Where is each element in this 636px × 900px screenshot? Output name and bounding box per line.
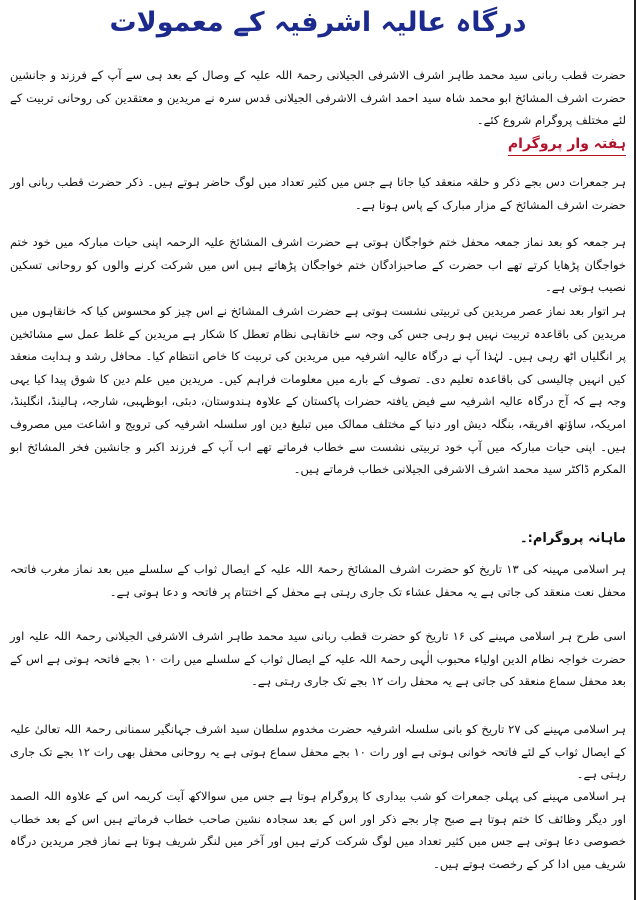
weekly-program-heading: ہفتہ وار پروگرام xyxy=(508,133,626,156)
weekly-paragraph-sunday: ہر اتوار بعد نماز عصر مریدین کی تربیتی نشست ہوتی ہے حضرت اشرف المشائخ نے اس چیز کو محسوس کیا کہ خانقاہوں میں مریدین کی باقاعدہ تربیت نہیں ہو رہی جس کی وجہ سے خانقاہی نظام تعطل کا شکار ہے مریدین کے غلط عمل سے مشائخین پر انگلیاں اٹھ رہی ہیں۔ لہٰذا آپ نے درگاہ عالیہ اشرفیہ میں مریدین کی تربیت کا خاص انتظام کیا۔ محافل رشد و ہدایت منعقد کیں انہیں چالیسی کی باقاعدہ تعلیم دی۔ تصوف کے بارے میں معلومات فراہم کیں۔ مریدین میں علم دین کا شوق پیدا کیا یہی وجہ ہے کہ آج درگاہ عالیہ اشرفیہ سے فیض یافتہ حضرات پاکستان کے علاوہ ہندوستان، دبئی، ابوظہبی، شارجہ، ہالینڈ، انگلینڈ، امریکہ، ساؤتھ افریقہ، بنگلہ دیش اور دنیا کے مختلف ممالک میں تبلیغ دین اور سلسلہ اشرفیہ کی ترویج و اشاعت میں مصروف ہیں۔ اپنی حیات مبارکہ میں آپ خود تربیتی نشست سے خطاب فرماتے تھے اب آپ کے فرزند اکبر و جانشین فخر المشائخ ابو المکرم ڈاکٹر سید محمد اشرف الاشرفی الجیلانی خطاب فرماتے ہیں۔ xyxy=(10,304,626,477)
monthly-paragraph-27th: ہر اسلامی مہینے کی ۲۷ تاریخ کو بانی سلسلہ اشرفیہ حضرت مخدوم سلطان سید اشرف جہانگیر سمنانی رحمۃ اللہ تعالیٰ علیہ کے ایصال ثواب کے لئے فاتحہ خوانی ہوتی ہے اور رات ۱۰ بجے محفل سماع ہوتی ہے یہ روحانی محفل بھی رات ۱۲ بجے تک جاری رہتی ہے۔ xyxy=(10,722,627,782)
monthly-paragraph-first-thursday: ہر اسلامی مہینے کی پہلی جمعرات کو شب بیداری کا پروگرام ہوتا ہے جس میں سوالاکھ آیت کریمہ اس کے علاوہ اللہ الصمد اور دیگر وظائف کا ختم ہوتا ہے صبح چار بجے ذکر اور اس کے بعد سجادہ نشین صاحب خطاب فرماتے ہیں اس کے بعد خطاب خصوصی دعا ہوتی ہے جس میں کثیر تعداد میں لوگ شرکت کرتے ہیں اور آخر میں لنگر شریف ہوتا ہے نماز فجر مریدین درگاہ شریف میں ادا کر کے رخصت ہوتے ہیں۔ xyxy=(10,789,626,871)
monthly-paragraph-16th: اسی طرح ہر اسلامی مہینے کی ۱۶ تاریخ کو حضرت قطب ربانی سید محمد طاہر اشرف الاشرفی الجیلانی رحمۃ اللہ علیہ اور حضرت خواجہ نظام الدین اولیاء محبوب الٰہی رحمۃ اللہ علیہ کے ایصال ثواب کے سلسلے میں رات ۱۰ بجے فاتحہ ہوتی ہے اس کے بعد محفل سماع منعقد کی جاتی ہے یہ محفل رات ۱۲ بجے تک جاری رہتی ہے۔ xyxy=(10,629,627,689)
intro-paragraph: حضرت قطب ربانی سید محمد طاہر اشرف الاشرفی الجیلانی رحمۃ اللہ علیہ کے وصال کے بعد ہی سے آپ کے فرزند و جانشین حضرت اشرف المشائخ ابو محمد شاہ سید احمد اشرف الاشرفی الجیلانی قدس سرہ نے مریدین و معتقدین کی روحانی تربیت کے لئے مختلف پروگرام شروع کئے۔ xyxy=(10,68,626,128)
document-title: درگاہ عالیہ اشرفیہ کے معمولات xyxy=(109,7,527,38)
weekly-paragraph-thursday: ہر جمعرات دس بجے ذکر و حلقہ منعقد کیا جاتا ہے جس میں کثیر تعداد میں لوگ حاضر ہوتے ہیں۔ ذکر حضرت قطب ربانی اور حضرت اشرف المشائخ کے مزار مبارک کے پاس ہوتا ہے۔ xyxy=(10,175,626,212)
monthly-program-heading: ماہانہ پروگرام:۔ xyxy=(520,531,626,546)
weekly-paragraph-friday: ہر جمعہ کو بعد نماز جمعہ محفل ختم خواجگان ہوتی ہے حضرت اشرف المشائخ علیہ الرحمہ اپنی حیات مبارکہ میں خود ختم خواجگان پڑھایا کرتے تھے اب حضرت کے صاحبزادگان ختم خواجگان پڑھاتے ہیں اس میں شرکت کرنے والوں کو روحانی تسکین نصیب ہوتی ہے۔ xyxy=(10,235,626,295)
monthly-paragraph-13th: ہر اسلامی مہینہ کی ۱۳ تاریخ کو حضرت اشرف المشائخ رحمۃ اللہ علیہ کے ایصال ثواب کے سلسلے میں بعد نماز مغرب فاتحہ محفل نعت منعقد کی جاتی ہے یہ محفل عشاء تک جاری رہتی ہے محفل کے اختتام پر فاتحہ و دعا ہوتی ہے۔ xyxy=(10,562,626,599)
